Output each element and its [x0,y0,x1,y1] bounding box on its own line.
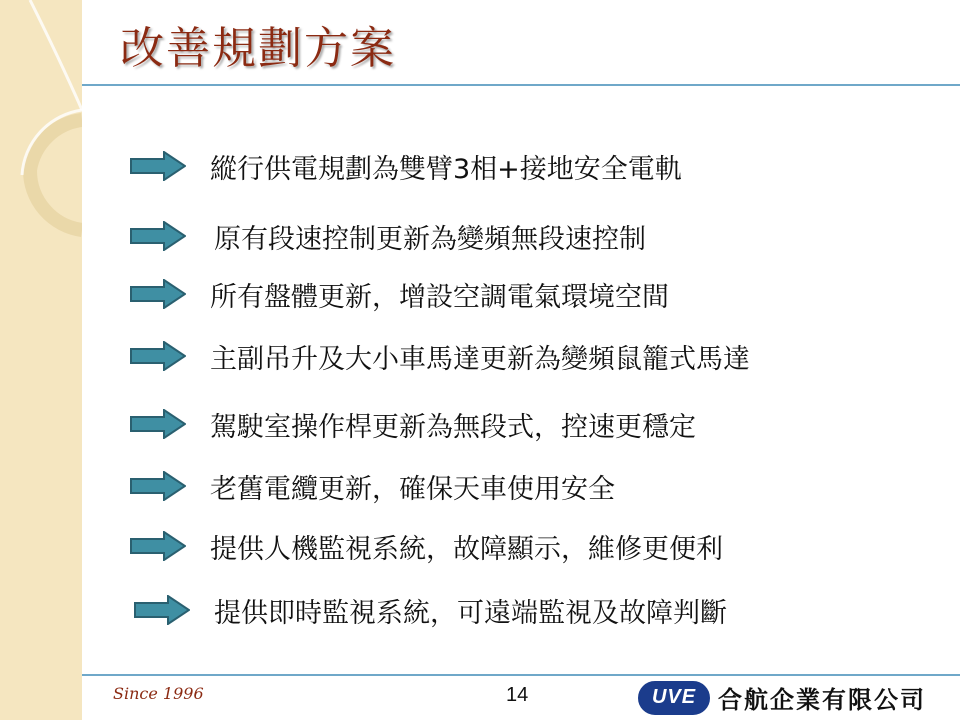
footer-divider [82,674,960,676]
bullet-item [130,336,890,376]
bullet-item [130,274,890,314]
page-number: 14 [506,684,529,706]
bullet-item [130,404,890,444]
slide-title: 改善規劃方案 [120,23,396,74]
bullet-text: 縱行供電規劃為雙臂3相+接地安全電軌 [210,153,682,185]
decorative-curves [0,0,82,720]
bullet-text: 老舊電纜更新，確保天車使用安全 [210,473,615,505]
company-name: 合航企業有限公司 [718,686,926,714]
bullet-item [130,216,890,256]
right-arrow-icon [130,531,186,561]
bullet-text: 原有段速控制更新為變頻無段速控制 [214,223,646,255]
right-arrow-icon [130,471,186,501]
right-arrow-icon [130,341,186,371]
bullet-item [130,146,890,186]
bullet-item [130,526,890,566]
bullet-item [134,590,894,630]
logo-badge [638,681,710,715]
right-arrow-icon [130,221,186,251]
since-label: Since 1996 [113,684,204,703]
bullet-text: 主副吊升及大小車馬達更新為變頻鼠籠式馬達 [210,343,750,375]
bullet-item [130,466,890,506]
right-arrow-icon [134,595,190,625]
logo-badge-text: UVE [651,686,697,708]
bullet-text: 駕駛室操作桿更新為無段式，控速更穩定 [210,411,696,443]
title-divider [82,84,960,86]
right-arrow-icon [130,151,186,181]
bullet-text: 所有盤體更新，增設空調電氣環境空間 [210,281,669,313]
company-logo [638,680,926,715]
bullet-text: 提供即時監視系統，可遠端監視及故障判斷 [214,597,727,629]
right-arrow-icon [130,409,186,439]
decorative-side-band [0,0,82,720]
bullet-text: 提供人機監視系統，故障顯示，維修更便利 [210,533,723,565]
right-arrow-icon [130,279,186,309]
